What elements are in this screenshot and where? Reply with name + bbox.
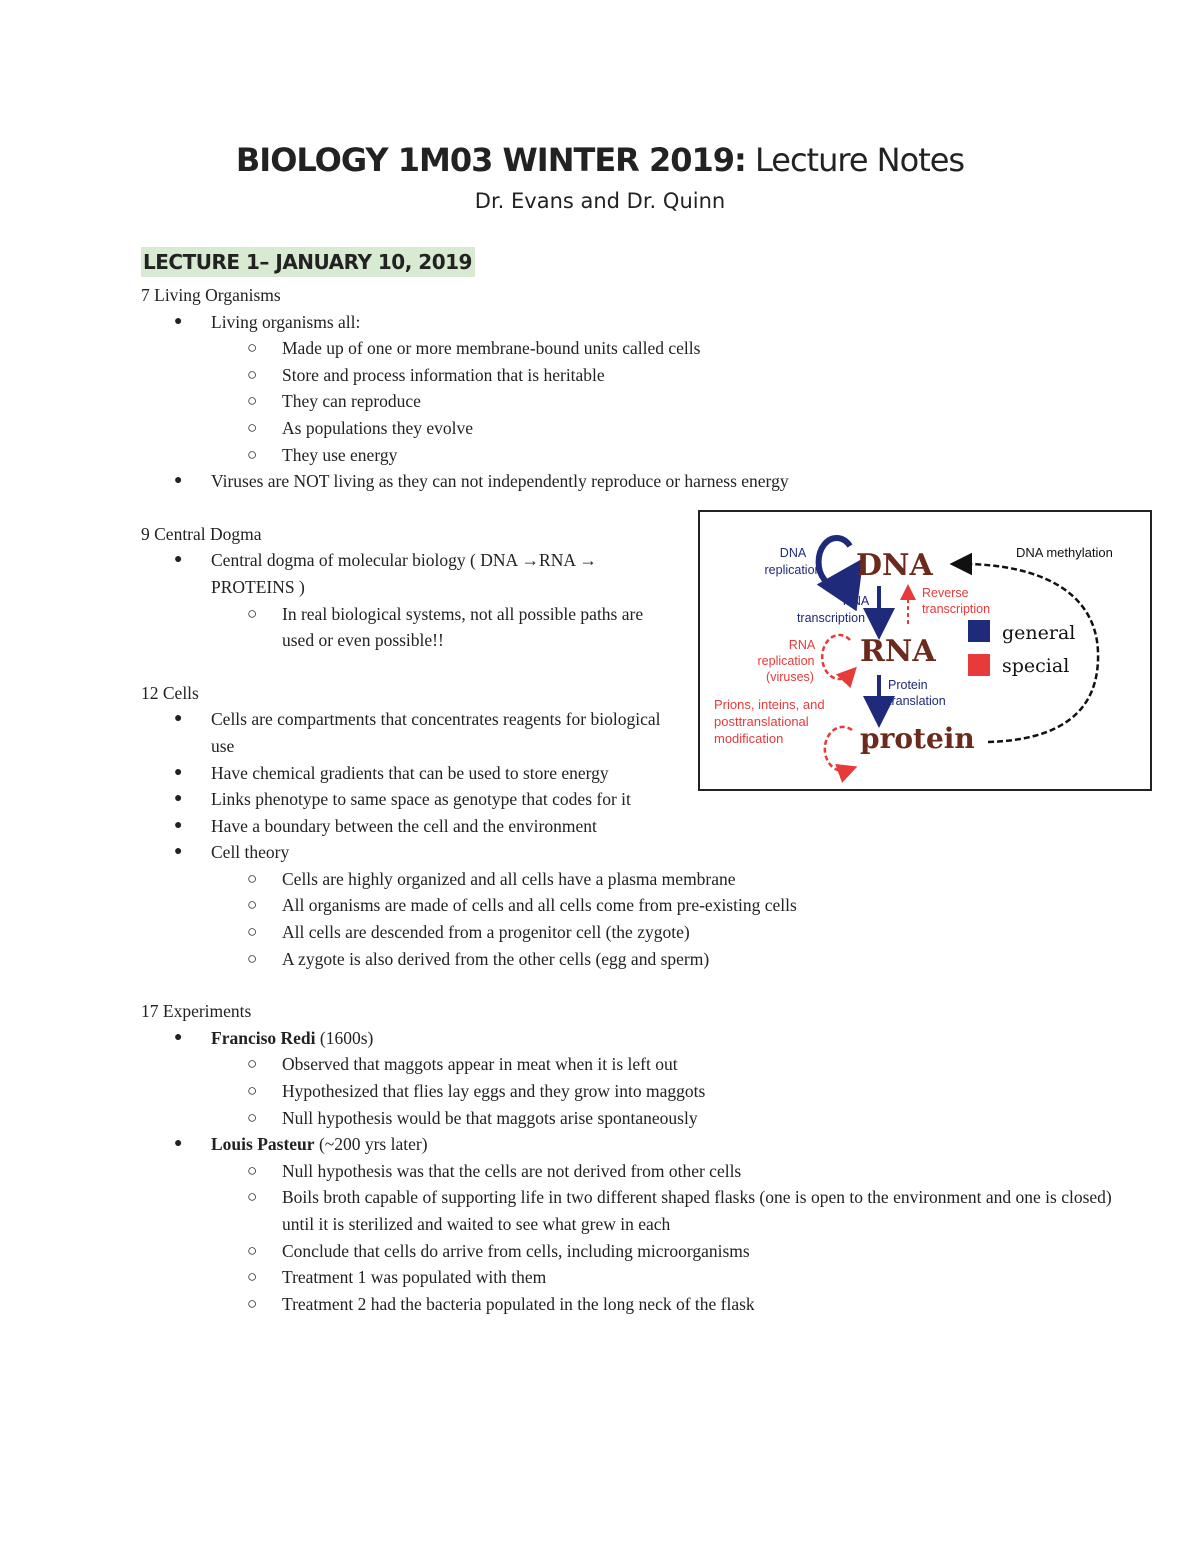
section-title-cells: 12 Cells (141, 682, 199, 703)
circle-bullet-icon: ○ (247, 895, 258, 915)
list-item (141, 839, 1041, 866)
list-item-text: Cells are highly organized and all cells have a plasma membrane (282, 868, 736, 889)
circle-bullet-icon: ○ (247, 1081, 258, 1101)
protein-translation-label: translation (888, 694, 946, 708)
legend-special-label: special (1002, 655, 1070, 677)
list-item (141, 1131, 1041, 1158)
bullet-icon: ● (174, 473, 183, 489)
bullet-icon: ● (174, 1029, 183, 1045)
list-item (141, 813, 1041, 840)
circle-bullet-icon: ○ (247, 338, 258, 358)
list-item (141, 547, 671, 600)
bullet-icon: ● (174, 313, 183, 329)
list-item-text: Cells are compartments that concentrates reagents for biological use (211, 709, 661, 756)
dna-label: DNA (856, 548, 933, 583)
rna-replication-arrow (822, 635, 850, 679)
rna-replication-label: RNA (788, 638, 816, 652)
dna-methylation-label: DNA methylation (1016, 545, 1113, 560)
list-item-text: Null hypothesis would be that maggots arise spontaneously (282, 1107, 698, 1128)
list-item-text: Cell theory (211, 842, 290, 863)
list-item-text: Hypothesized that flies lay eggs and they grow into maggots (282, 1081, 706, 1102)
list-item-text: Made up of one or more membrane-bound units called cells (282, 338, 701, 359)
list-item (141, 362, 1041, 389)
prions-label: modification (714, 731, 784, 746)
list-item-text: Observed that maggots appear in meat when it is left out (282, 1054, 678, 1075)
list-item-text: As populations they evolve (282, 417, 474, 438)
list-item-text: Central dogma of molecular biology ( DNA →RNA → PROTEINS ) (211, 550, 597, 597)
rna-transcription-label: RNA (842, 594, 870, 608)
legend-general-label: general (1002, 622, 1076, 644)
rna-transcription-label: transcription (796, 611, 866, 625)
bullet-icon: ● (174, 711, 183, 727)
title-suffix: Lecture Notes (745, 141, 965, 179)
bullet-icon: ● (174, 844, 183, 860)
protein-modification-arrow (825, 727, 852, 771)
rna-replication-label: replication (757, 654, 815, 668)
list-item (141, 786, 681, 813)
list-item-text: They can reproduce (282, 391, 421, 412)
section-title-dogma: 9 Central Dogma (141, 523, 262, 544)
list-item (141, 442, 1041, 469)
page-subtitle: Dr. Evans and Dr. Quinn (474, 189, 726, 213)
list-item (141, 1238, 1041, 1265)
list-item-text: All cells are descended from a progenitor cell (the zygote) (282, 922, 690, 943)
list-item-text: Living organisms all: (211, 311, 361, 332)
prions-label: posttranslational (714, 714, 809, 729)
circle-bullet-icon: ○ (247, 444, 258, 464)
circle-bullet-icon: ○ (247, 364, 258, 384)
circle-bullet-icon: ○ (247, 948, 258, 968)
list-item (141, 1184, 1122, 1237)
bullet-icon: ● (174, 817, 183, 833)
bullet-icon: ● (174, 764, 183, 780)
dna-replication-label: DNA (779, 546, 807, 560)
list-item-text: Have a boundary between the cell and the environment (211, 815, 597, 836)
reverse-transcription-label: Reverse (922, 586, 969, 600)
list-item (141, 468, 1041, 495)
list-item-text: Conclude that cells do arrive from cells, including microorganisms (282, 1240, 750, 1261)
list-item-text: All organisms are made of cells and all cells come from pre-existing cells (282, 895, 797, 916)
list-item (141, 1051, 1041, 1078)
list-item-text: In real biological systems, not all possible paths are used or even possible!! (282, 603, 644, 651)
lecture-heading: LECTURE 1– JANUARY 10, 2019 (141, 247, 475, 277)
list-item (141, 1264, 1041, 1291)
section-title-experiments: 17 Experiments (141, 1001, 252, 1022)
circle-bullet-icon: ○ (247, 1267, 258, 1287)
list-item (141, 866, 1041, 893)
experiments-list (141, 1025, 1112, 1318)
circle-bullet-icon: ○ (247, 603, 258, 623)
list-item (141, 388, 1041, 415)
list-item (141, 1078, 1041, 1105)
list-item (141, 415, 1041, 442)
list-item-text: Have chemical gradients that can be used to store energy (211, 762, 609, 783)
list-item-text: Links phenotype to same space as genotype that codes for it (211, 789, 631, 810)
rna-label: RNA (860, 634, 936, 669)
list-item-text: Treatment 2 had the bacteria populated in the long neck of the flask (282, 1293, 755, 1314)
list-item (141, 601, 671, 654)
dogma-list (141, 547, 671, 653)
list-item-text: A zygote is also derived from the other cells (egg and sperm) (282, 948, 710, 969)
prions-label: Prions, inteins, and (714, 697, 825, 712)
central-dogma-diagram (698, 510, 1152, 791)
circle-bullet-icon: ○ (247, 1160, 258, 1180)
list-item (141, 1158, 1041, 1185)
list-item (141, 946, 1041, 973)
list-item (141, 1105, 1041, 1132)
list-item (141, 335, 1041, 362)
reverse-transcription-label: transcription (922, 602, 991, 616)
page-title (0, 138, 1200, 182)
list-item-text: Boils broth capable of supporting life in two different shaped flasks (one is open to the environment and one is closed) until it is sterilized and waited to see what grew in each (282, 1187, 1112, 1234)
bullet-icon: ● (174, 552, 183, 568)
list-item (141, 919, 1041, 946)
rna-replication-label: (viruses) (766, 670, 814, 684)
list-item-text: Store and process information that is heritable (282, 364, 605, 385)
scientist-name: Louis Pasteur (211, 1134, 315, 1155)
title-course: BIOLOGY 1M03 WINTER 2019: (235, 141, 746, 179)
circle-bullet-icon: ○ (247, 1054, 258, 1074)
list-item (141, 309, 1041, 336)
living-list (141, 309, 1041, 495)
list-item (141, 1025, 1041, 1052)
circle-bullet-icon: ○ (247, 391, 258, 411)
list-item-text: Treatment 1 was populated with them (282, 1267, 547, 1288)
bullet-icon: ● (174, 1136, 183, 1152)
circle-bullet-icon: ○ (247, 922, 258, 942)
list-item (141, 892, 1041, 919)
circle-bullet-icon: ○ (247, 1107, 258, 1127)
legend-special-swatch (968, 654, 990, 676)
list-item (141, 706, 671, 759)
list-item-text: They use energy (282, 444, 398, 465)
bullet-icon: ● (174, 791, 183, 807)
list-item-text: (~200 yrs later) (314, 1134, 428, 1155)
list-item (141, 1291, 1041, 1318)
central-dogma-svg (700, 512, 1150, 789)
legend-general-swatch (968, 620, 990, 642)
circle-bullet-icon: ○ (247, 868, 258, 888)
dna-replication-arrow (819, 538, 850, 586)
circle-bullet-icon: ○ (247, 1187, 258, 1207)
list-item-text: Null hypothesis was that the cells are not derived from other cells (282, 1160, 742, 1181)
dna-methylation-arrow (962, 564, 1098, 742)
list-item-text: (1600s) (315, 1027, 374, 1048)
section-title-living: 7 Living Organisms (141, 285, 281, 305)
circle-bullet-icon: ○ (247, 417, 258, 437)
protein-label: protein (860, 722, 975, 755)
scientist-name: Franciso Redi (211, 1027, 316, 1048)
dna-replication-label: replication (764, 563, 822, 577)
circle-bullet-icon: ○ (247, 1240, 258, 1260)
circle-bullet-icon: ○ (247, 1293, 258, 1313)
protein-translation-label: Protein (888, 678, 928, 692)
list-item-text: Viruses are NOT living as they can not independently reproduce or harness energy (211, 471, 789, 492)
